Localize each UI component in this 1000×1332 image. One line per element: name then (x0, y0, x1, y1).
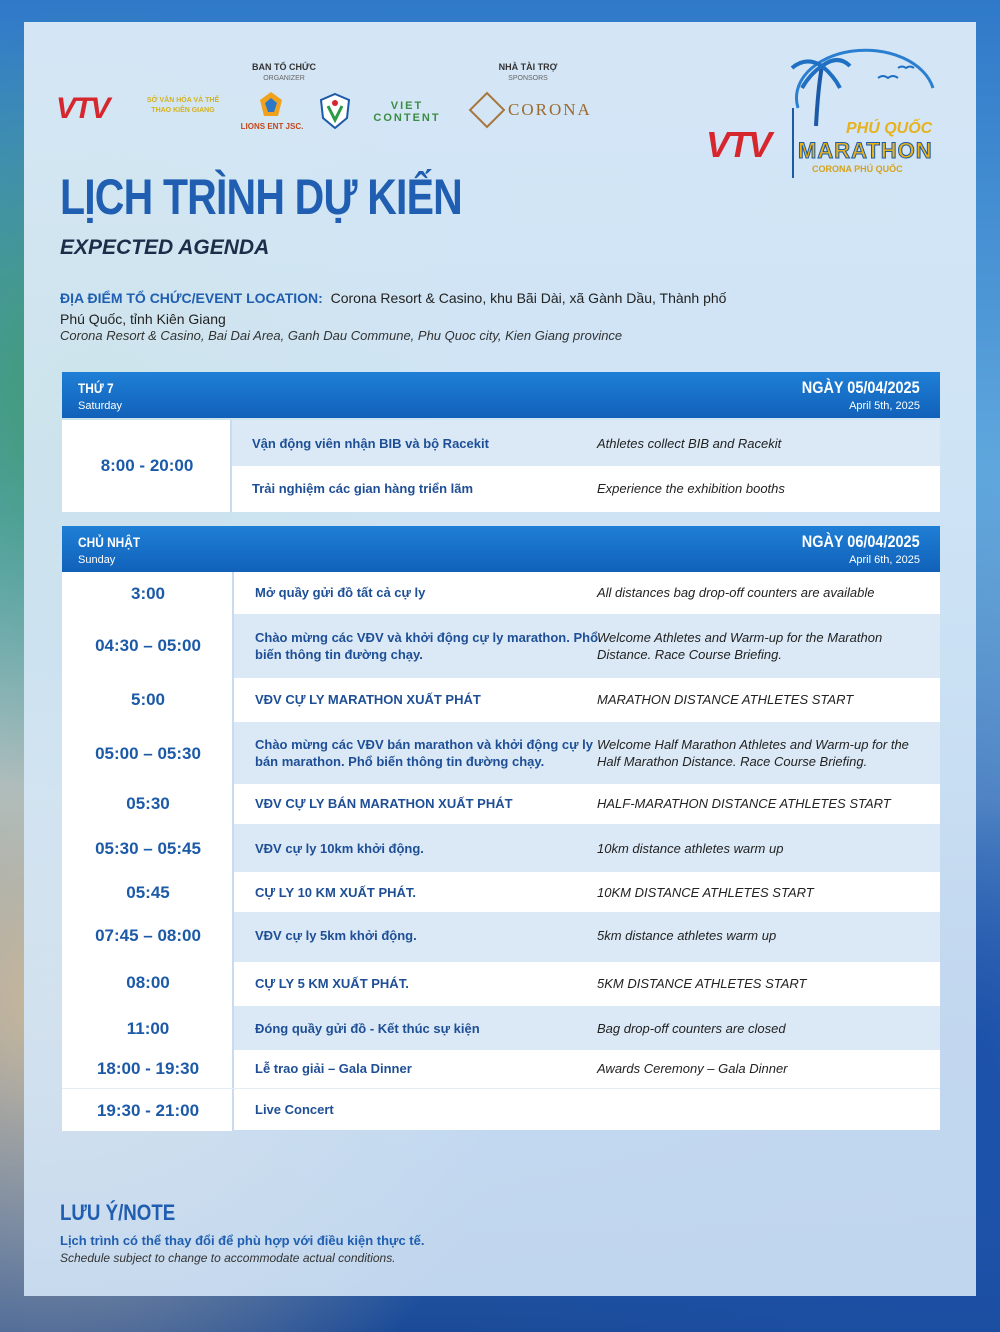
saturday-table (62, 420, 940, 512)
activity-vi: Chào mừng các VĐV và khởi động cự ly marathon. Phổ biến thông tin đường chạy. (255, 630, 599, 662)
sunday-day-en: Sunday (78, 554, 116, 566)
time-cell (62, 1006, 234, 1050)
shield-icon (318, 92, 352, 130)
sunday-day: CHỦ NHẬT (78, 534, 141, 550)
sponsor-label (480, 62, 576, 84)
time-cell (62, 678, 234, 722)
table-row (62, 678, 940, 722)
time-label: 5:00 (130, 690, 166, 709)
saturday-day: THỨ 7 (78, 380, 114, 396)
time-label: 07:45 – 08:00 (95, 926, 201, 945)
lions-icon (256, 90, 286, 120)
time-cell (62, 784, 234, 824)
note-text-en: Schedule subject to change to accommodate actual conditions. (60, 1251, 396, 1265)
sunday-date-en: April 6th, 2025 (849, 554, 920, 566)
activity-en: Athletes collect BIB and Racekit (597, 436, 782, 451)
time-label: 05:00 – 05:30 (95, 744, 201, 763)
event-logo-corona: CORONA PHÚ QUỐC (812, 164, 903, 174)
activity-vi: Trải nghiệm các gian hàng triển lãm (252, 481, 474, 496)
sunday-date: NGÀY 06/04/2025 (802, 532, 920, 551)
time-cell (62, 1050, 234, 1088)
corona-logo: CORONA (508, 100, 592, 119)
culture-department-logo: SỞ VĂN HÓA VÀ THỂ THAO KIÊN GIANG (146, 97, 220, 114)
activity-en: Welcome Half Marathon Athletes and Warm-up for the Half Marathon Distance. Race Course Briefing. (597, 737, 909, 769)
time-label: 05:30 (126, 794, 170, 813)
organizer-label (236, 62, 332, 84)
saturday-date-en: April 5th, 2025 (849, 400, 920, 412)
sponsor-label-en: SPONSORS (508, 75, 548, 82)
event-logo-phu-quoc: PHÚ QUỐC (846, 120, 933, 137)
saturday-date: NGÀY 05/04/2025 (802, 378, 920, 397)
time-cell (62, 962, 234, 1006)
saturday-header (62, 372, 940, 418)
time-label: 08:00 (126, 973, 170, 992)
activity-vi: CỰ LY 5 KM XUẤT PHÁT. (255, 976, 409, 991)
event-location (60, 288, 740, 330)
time-label: 05:45 (126, 883, 170, 902)
time-label: 05:30 – 05:45 (95, 839, 201, 858)
activity-vi: Live Concert (255, 1102, 334, 1117)
activity-vi: Lễ trao giải – Gala Dinner (255, 1061, 412, 1076)
time-cell (62, 614, 234, 678)
table-row (62, 572, 940, 614)
activity-vi: VĐV cự ly 10km khởi động. (255, 841, 424, 856)
table-row (62, 912, 940, 962)
time-cell (62, 420, 232, 512)
time-cell (62, 722, 234, 784)
sponsor-label-vi: NHÀ TÀI TRỢ (498, 62, 558, 72)
activity-en: MARATHON DISTANCE ATHLETES START (597, 692, 854, 707)
activity-en: 5km distance athletes warm up (597, 928, 777, 943)
table-row (62, 1088, 940, 1130)
time-label: 3:00 (130, 584, 166, 603)
organizer-label-vi: BAN TỔ CHỨC (252, 62, 316, 72)
activity-vi: Chào mừng các VĐV bán marathon và khởi động cự ly bán marathon. Phổ biến thông tin đường chạy. (255, 737, 593, 769)
activity-en: Awards Ceremony – Gala Dinner (597, 1061, 788, 1076)
time-cell (62, 572, 234, 614)
activity-en: 10km distance athletes warm up (597, 841, 784, 856)
event-location-label: ĐỊA ĐIỂM TỔ CHỨC/EVENT LOCATION: (60, 290, 323, 306)
table-row (62, 1006, 940, 1050)
table-row (62, 824, 940, 872)
note-text: Lịch trình có thể thay đổi để phù hợp với điều kiện thực tế. (60, 1233, 425, 1248)
vtv-logo: VTV (56, 92, 109, 125)
time-label: 04:30 – 05:00 (95, 636, 201, 655)
time-label: 8:00 - 20:00 (100, 456, 194, 475)
sunday-header (62, 526, 940, 572)
activity-en: HALF-MARATHON DISTANCE ATHLETES START (597, 796, 891, 811)
saturday-day-en: Saturday (78, 400, 123, 412)
activity-en: All distances bag drop-off counters are available (597, 585, 875, 600)
activity-en: Bag drop-off counters are closed (597, 1021, 786, 1036)
activity-vi: Vận động viên nhận BIB và bộ Racekit (252, 436, 489, 451)
activity-en: 10KM DISTANCE ATHLETES START (597, 885, 814, 900)
time-cell (62, 872, 234, 912)
table-row (62, 614, 940, 678)
activity-vi: VĐV cự ly 5km khởi động. (255, 928, 417, 943)
viet-content-logo: VIET CONTENT (373, 100, 441, 124)
activity-vi: Mở quầy gửi đồ tất cả cự ly (255, 585, 426, 600)
lions-logo: LIONS ENT JSC. (240, 122, 304, 131)
table-row (62, 722, 940, 784)
event-location-text: Corona Resort & Casino, khu Bãi Dài, xã Gành Dầu, Thành phố Phú Quốc, tỉnh Kiên Giang (60, 290, 727, 327)
table-row (62, 784, 940, 824)
time-cell (62, 912, 234, 962)
vtv-event-logo: VTV (706, 124, 771, 165)
time-label: 19:30 - 21:00 (96, 1101, 200, 1120)
event-logo-marathon: MARATHON (798, 138, 933, 163)
time-cell (62, 824, 234, 872)
time-cell (62, 1089, 234, 1131)
sunday-table (62, 572, 940, 1130)
event-location-en: Corona Resort & Casino, Bai Dai Area, Ganh Dau Commune, Phu Quoc city, Kien Giang province (60, 328, 623, 343)
activity-en: 5KM DISTANCE ATHLETES START (597, 976, 807, 991)
table-row (62, 872, 940, 912)
activity-vi: VĐV CỰ LY BÁN MARATHON XUẤT PHÁT (255, 796, 513, 811)
page-subtitle: EXPECTED AGENDA (60, 236, 270, 259)
activity-vi: VĐV CỰ LY MARATHON XUẤT PHÁT (255, 692, 481, 707)
palm-tree-icon (788, 48, 938, 128)
activity-en: Experience the exhibition booths (597, 481, 785, 496)
organizer-label-en: ORGANIZER (263, 75, 305, 82)
activity-en: Welcome Athletes and Warm-up for the Marathon Distance. Race Course Briefing. (597, 630, 883, 662)
table-row (62, 1050, 940, 1088)
note-title: LƯU Ý/NOTE (60, 1200, 176, 1225)
activity-vi: Đóng quầy gửi đồ - Kết thúc sự kiện (255, 1021, 480, 1036)
table-row (62, 962, 940, 1006)
time-label: 18:00 - 19:30 (96, 1059, 200, 1078)
time-label: 11:00 (126, 1019, 170, 1038)
page-title: LỊCH TRÌNH DỰ KIẾN (60, 169, 462, 225)
activity-vi: CỰ LY 10 KM XUẤT PHÁT. (255, 885, 417, 900)
